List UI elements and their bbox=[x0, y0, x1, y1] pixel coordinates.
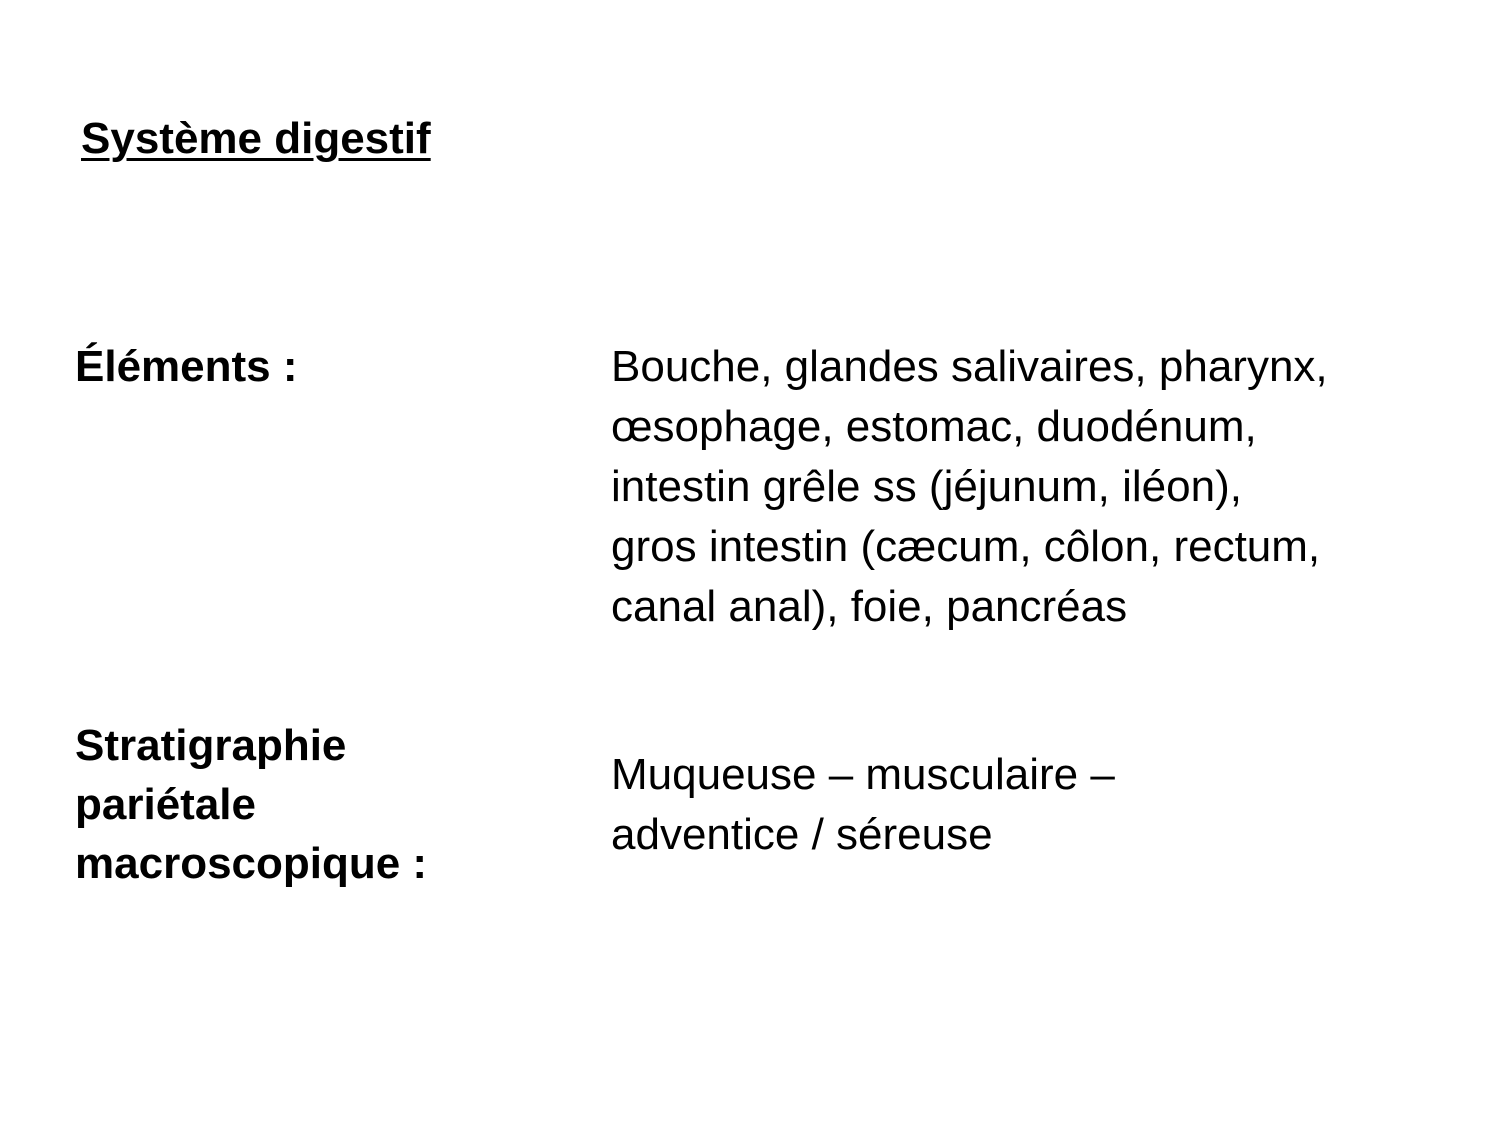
label-line: macroscopique : bbox=[75, 839, 428, 888]
label-line: Stratigraphie bbox=[75, 721, 347, 770]
value-line: adventice / séreuse bbox=[611, 810, 993, 859]
section-label-stratigraphy bbox=[75, 716, 427, 893]
section-value-elements bbox=[611, 337, 1328, 637]
section-value-stratigraphy bbox=[611, 745, 1115, 865]
value-line: Muqueuse – musculaire – bbox=[611, 750, 1115, 799]
section-label-elements bbox=[75, 337, 298, 396]
value-line: gros intestin (cæcum, côlon, rectum, bbox=[611, 522, 1321, 571]
label-line: pariétale bbox=[75, 780, 256, 829]
value-line: canal anal), foie, pancréas bbox=[611, 582, 1128, 631]
value-line: intestin grêle ss (jéjunum, iléon), bbox=[611, 462, 1242, 511]
value-line: œsophage, estomac, duodénum, bbox=[611, 402, 1257, 451]
label-line: Éléments : bbox=[75, 342, 298, 391]
page-title: Système digestif bbox=[81, 114, 431, 163]
value-line: Bouche, glandes salivaires, pharynx, bbox=[611, 342, 1328, 391]
